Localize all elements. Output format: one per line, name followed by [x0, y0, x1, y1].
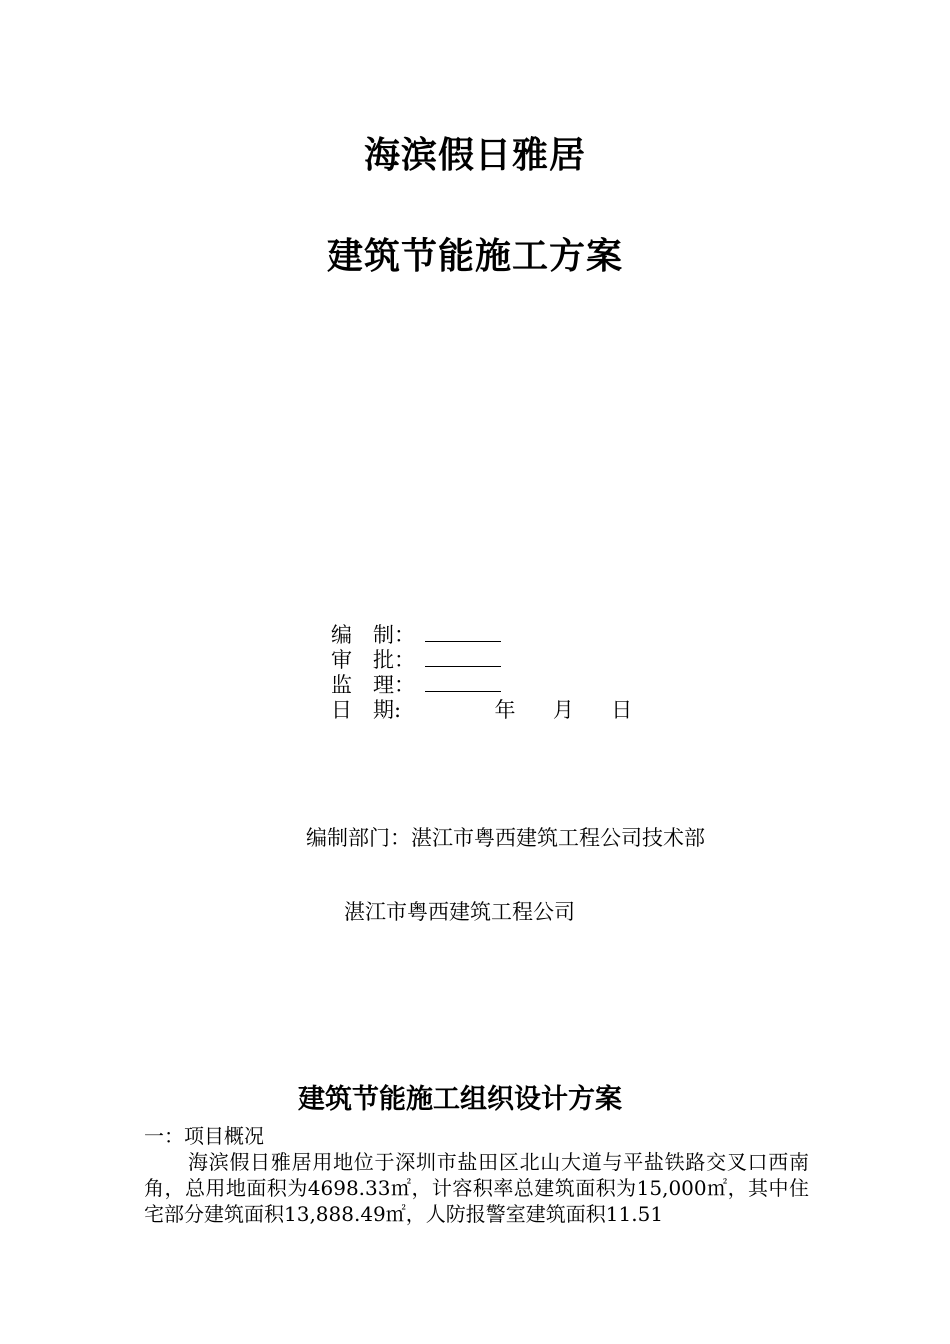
compile-row: [331, 623, 632, 648]
date-row: [331, 698, 632, 723]
date-label: 日 期:: [331, 698, 402, 722]
review-label: 审 批：: [331, 648, 415, 672]
supervise-blank-line: [425, 673, 501, 692]
body-text: [144, 1123, 809, 1227]
date-day: 日: [611, 698, 633, 722]
compile-label: 编 制：: [331, 623, 415, 647]
section-heading: 一：项目概况: [144, 1124, 264, 1148]
document-title-line1: 海滨假日雅居: [363, 135, 586, 176]
review-row: [331, 648, 632, 673]
section-title: 建筑节能施工组织设计方案: [298, 1084, 622, 1115]
signature-block: [331, 623, 632, 723]
document-title-line2: 建筑节能施工方案: [326, 236, 623, 277]
overview-paragraph: 海滨假日雅居用地位于深圳市盐田区北山大道与平盐铁路交叉口西南角，总用地面积为4698.33㎡，计容积率总建筑面积为15,000㎡，其中住宅部分建筑面积13,888.49㎡，人防报警室建筑面积11.51: [144, 1150, 809, 1226]
date-year: 年: [494, 698, 516, 722]
compile-blank-line: [425, 623, 501, 642]
review-blank-line: [425, 648, 501, 667]
date-month: 月: [552, 698, 574, 722]
company-line: 湛江市粤西建筑工程公司: [344, 900, 575, 924]
supervise-row: [331, 673, 632, 698]
department-line: 编制部门：湛江市粤西建筑工程公司技术部: [306, 826, 705, 850]
supervise-label: 监 理：: [331, 673, 415, 697]
